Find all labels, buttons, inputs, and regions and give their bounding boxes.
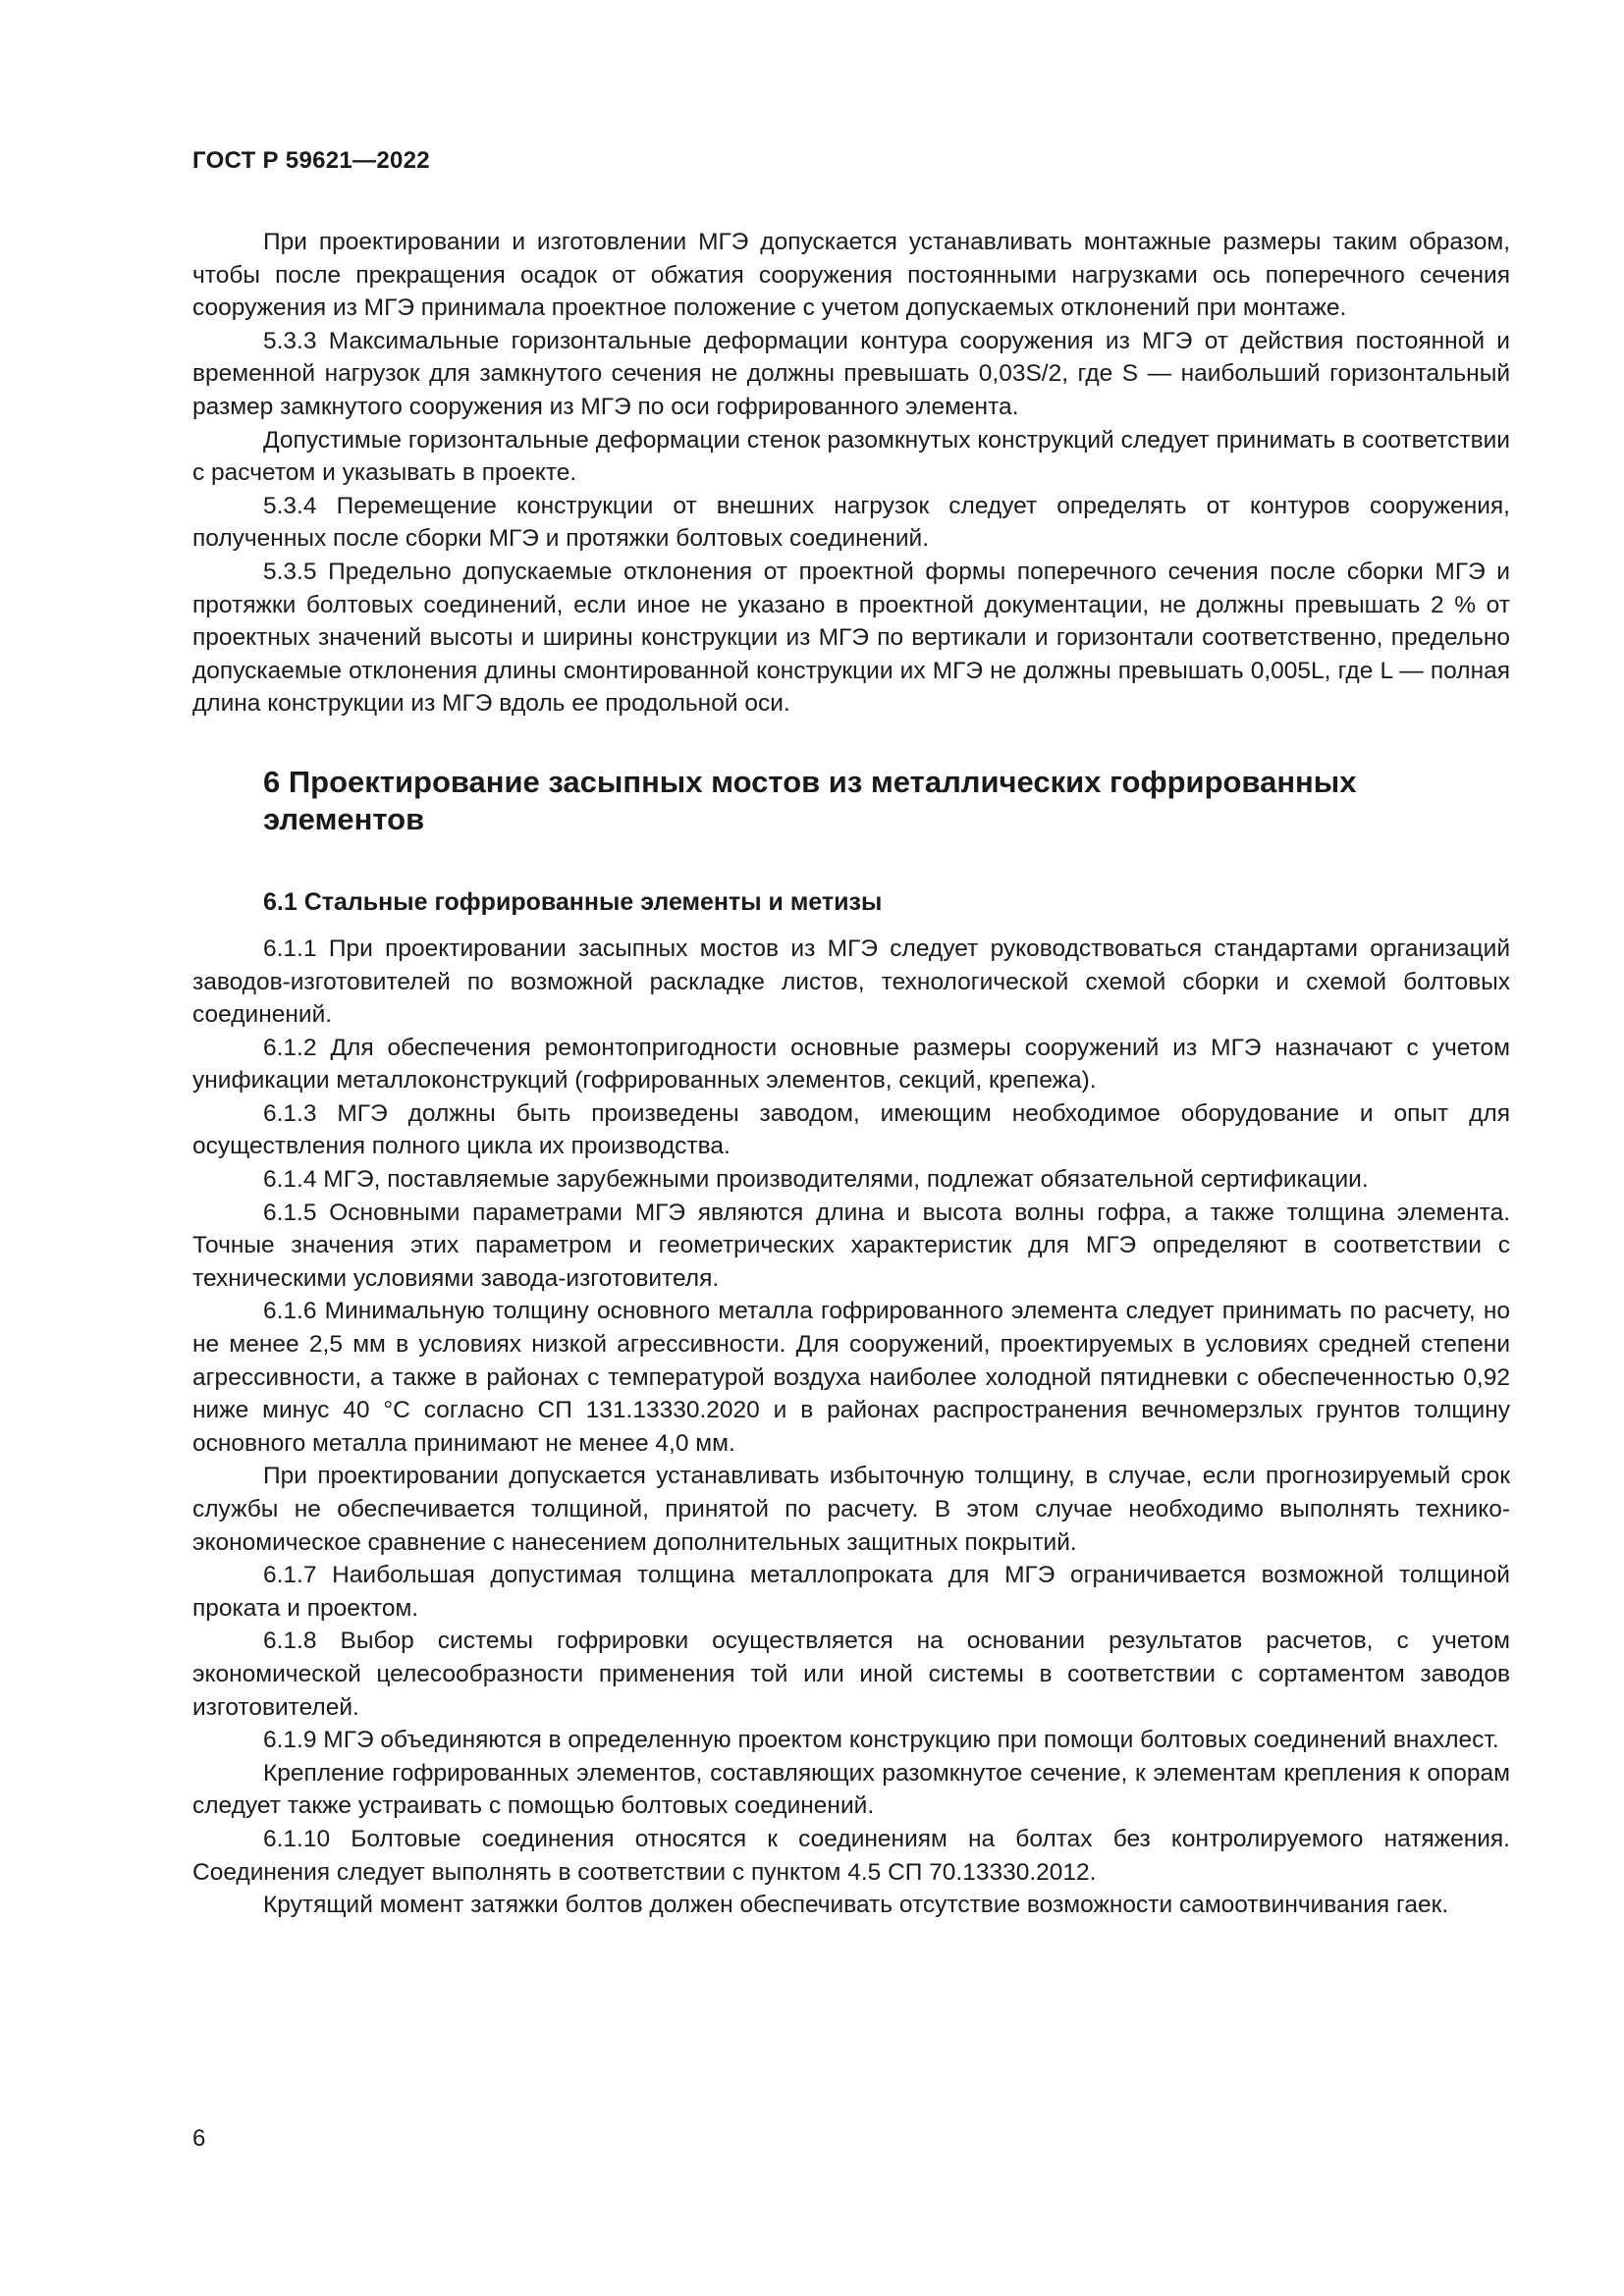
paragraph: 6.1.6 Минимальную толщину основного металла гофрированного элемента следует принимать по расчету, но не менее 2,5 мм в условиях низкой агрессивности. Для сооружений, проектируемых в условиях средней степени агрессивности, а также в районах с температурой воздуха наиболее холодной пятидневки с обеспеченностью 0,92 ниже минус 40 °С согласно СП 131.13330.2020 и в районах распространения вечномерзлых грунтов толщину основного металла принимают не менее 4,0 мм. [192, 1298, 1510, 1457]
subsection-title: 6.1 Стальные гофрированные элементы и метизы [263, 887, 883, 916]
paragraph: Крепление гофрированных элементов, составляющих разомкнутое сечение, к элементам крепления к опорам следует также устраивать с помощью болтовых соединений. [192, 1759, 1510, 1820]
paragraph: 6.1.10 Болтовые соединения относятся к соединениям на болтах без контролируемого натяжения. Соединения следует выполнять в соответствии с пунктом 4.5 СП 70.13330.2012. [192, 1825, 1510, 1886]
paragraph: Допустимые горизонтальные деформации стенок разомкнутых конструкций следует принимать в соответствии с расчетом и указывать в проекте. [192, 426, 1510, 487]
document-body [192, 226, 1510, 1922]
paragraph: 6.1.4 МГЭ, поставляемые зарубежными производителями, подлежат обязательной сертификации. [263, 1166, 1369, 1194]
paragraph: 6.1.9 МГЭ объединяются в определенную проектом конструкцию при помощи болтовых соединений внахлест. [263, 1727, 1499, 1754]
paragraph: 6.1.5 Основными параметрами МГЭ являются длина и высота волны гофра, а также толщина элемента. Точные значения этих параметром и геометрических характеристик для МГЭ определяют в соответствии с техническими условиями завода-изготовителя. [192, 1199, 1510, 1292]
paragraph: Крутящий момент затяжки болтов должен обеспечивать отсутствие возможности самоотвинчивания гаек. [263, 1892, 1449, 1919]
paragraph: 6.1.2 Для обеспечения ремонтопригодности основные размеры сооружений из МГЭ назначают с учетом унификации металлоконструкций (гофрированных элементов, секций, крепежа). [192, 1034, 1510, 1095]
section-title: 6 Проектирование засыпных мостов из металлических гофрированных элементов [263, 764, 1357, 836]
paragraph: 5.3.4 Перемещение конструкции от внешних нагрузок следует определять от контуров сооружения, полученных после сборки МГЭ и протяжки болтовых соединений. [192, 492, 1510, 553]
paragraph: 6.1.3 МГЭ должны быть произведены заводом, имеющим необходимое оборудование и опыт для осуществления полного цикла их производства. [192, 1099, 1510, 1160]
paragraph: 5.3.3 Максимальные горизонтальные деформации контура сооружения из МГЭ от действия постоянной и временной нагрузок для замкнутого сечения не должны превышать 0,03S/2, где S — наибольший горизонтальный размер замкнутого сооружения из МГЭ по оси гофрированного элемента. [192, 327, 1510, 420]
paragraph: 6.1.1 При проектировании засыпных мостов из МГЭ следует руководствоваться стандартами организаций заводов-изготовителей по возможной раскладке листов, технологической схемой сборки и схемой болтовых соединений. [192, 934, 1510, 1029]
page-number: 6 [192, 2125, 206, 2152]
paragraph: При проектировании и изготовлении МГЭ допускается устанавливать монтажные размеры таким образом, чтобы после прекращения осадок от обжатия сооружения постоянными нагрузками ось поперечного сечения сооружения из МГЭ принимала проектное положение с учетом допускаемых отклонений при монтаже. [192, 229, 1510, 322]
document-header: ГОСТ Р 59621—2022 [192, 147, 430, 174]
paragraph: 6.1.7 Наибольшая допустимая толщина металлопроката для МГЭ ограничивается возможной толщиной проката и проектом. [192, 1562, 1510, 1622]
paragraph: 6.1.8 Выбор системы гофрировки осуществляется на основании результатов расчетов, с учетом экономической целесообразности применения той или иной системы в соответствии с сортаментом заводов изготовителей. [192, 1628, 1510, 1721]
paragraph: 5.3.5 Предельно допускаемые отклонения от проектной формы поперечного сечения после сборки МГЭ и протяжки болтовых соединений, если иное не указано в проектной документации, не должны превышать 2 % от проектных значений высоты и ширины конструкции из МГЭ по вертикали и горизонтали соответственно, предельно допускаемые отклонения длины смонтированной конструкции их МГЭ не должны превышать 0,005L, где L — полная длина конструкции из МГЭ вдоль ее продольной оси. [192, 558, 1510, 718]
paragraph: При проектировании допускается устанавливать избыточную толщину, в случае, если прогнозируемый срок службы не обеспечивается толщиной, принятой по расчету. В этом случае необходимо выполнять технико-экономическое сравнение с нанесением дополнительных защитных покрытий. [192, 1463, 1510, 1556]
